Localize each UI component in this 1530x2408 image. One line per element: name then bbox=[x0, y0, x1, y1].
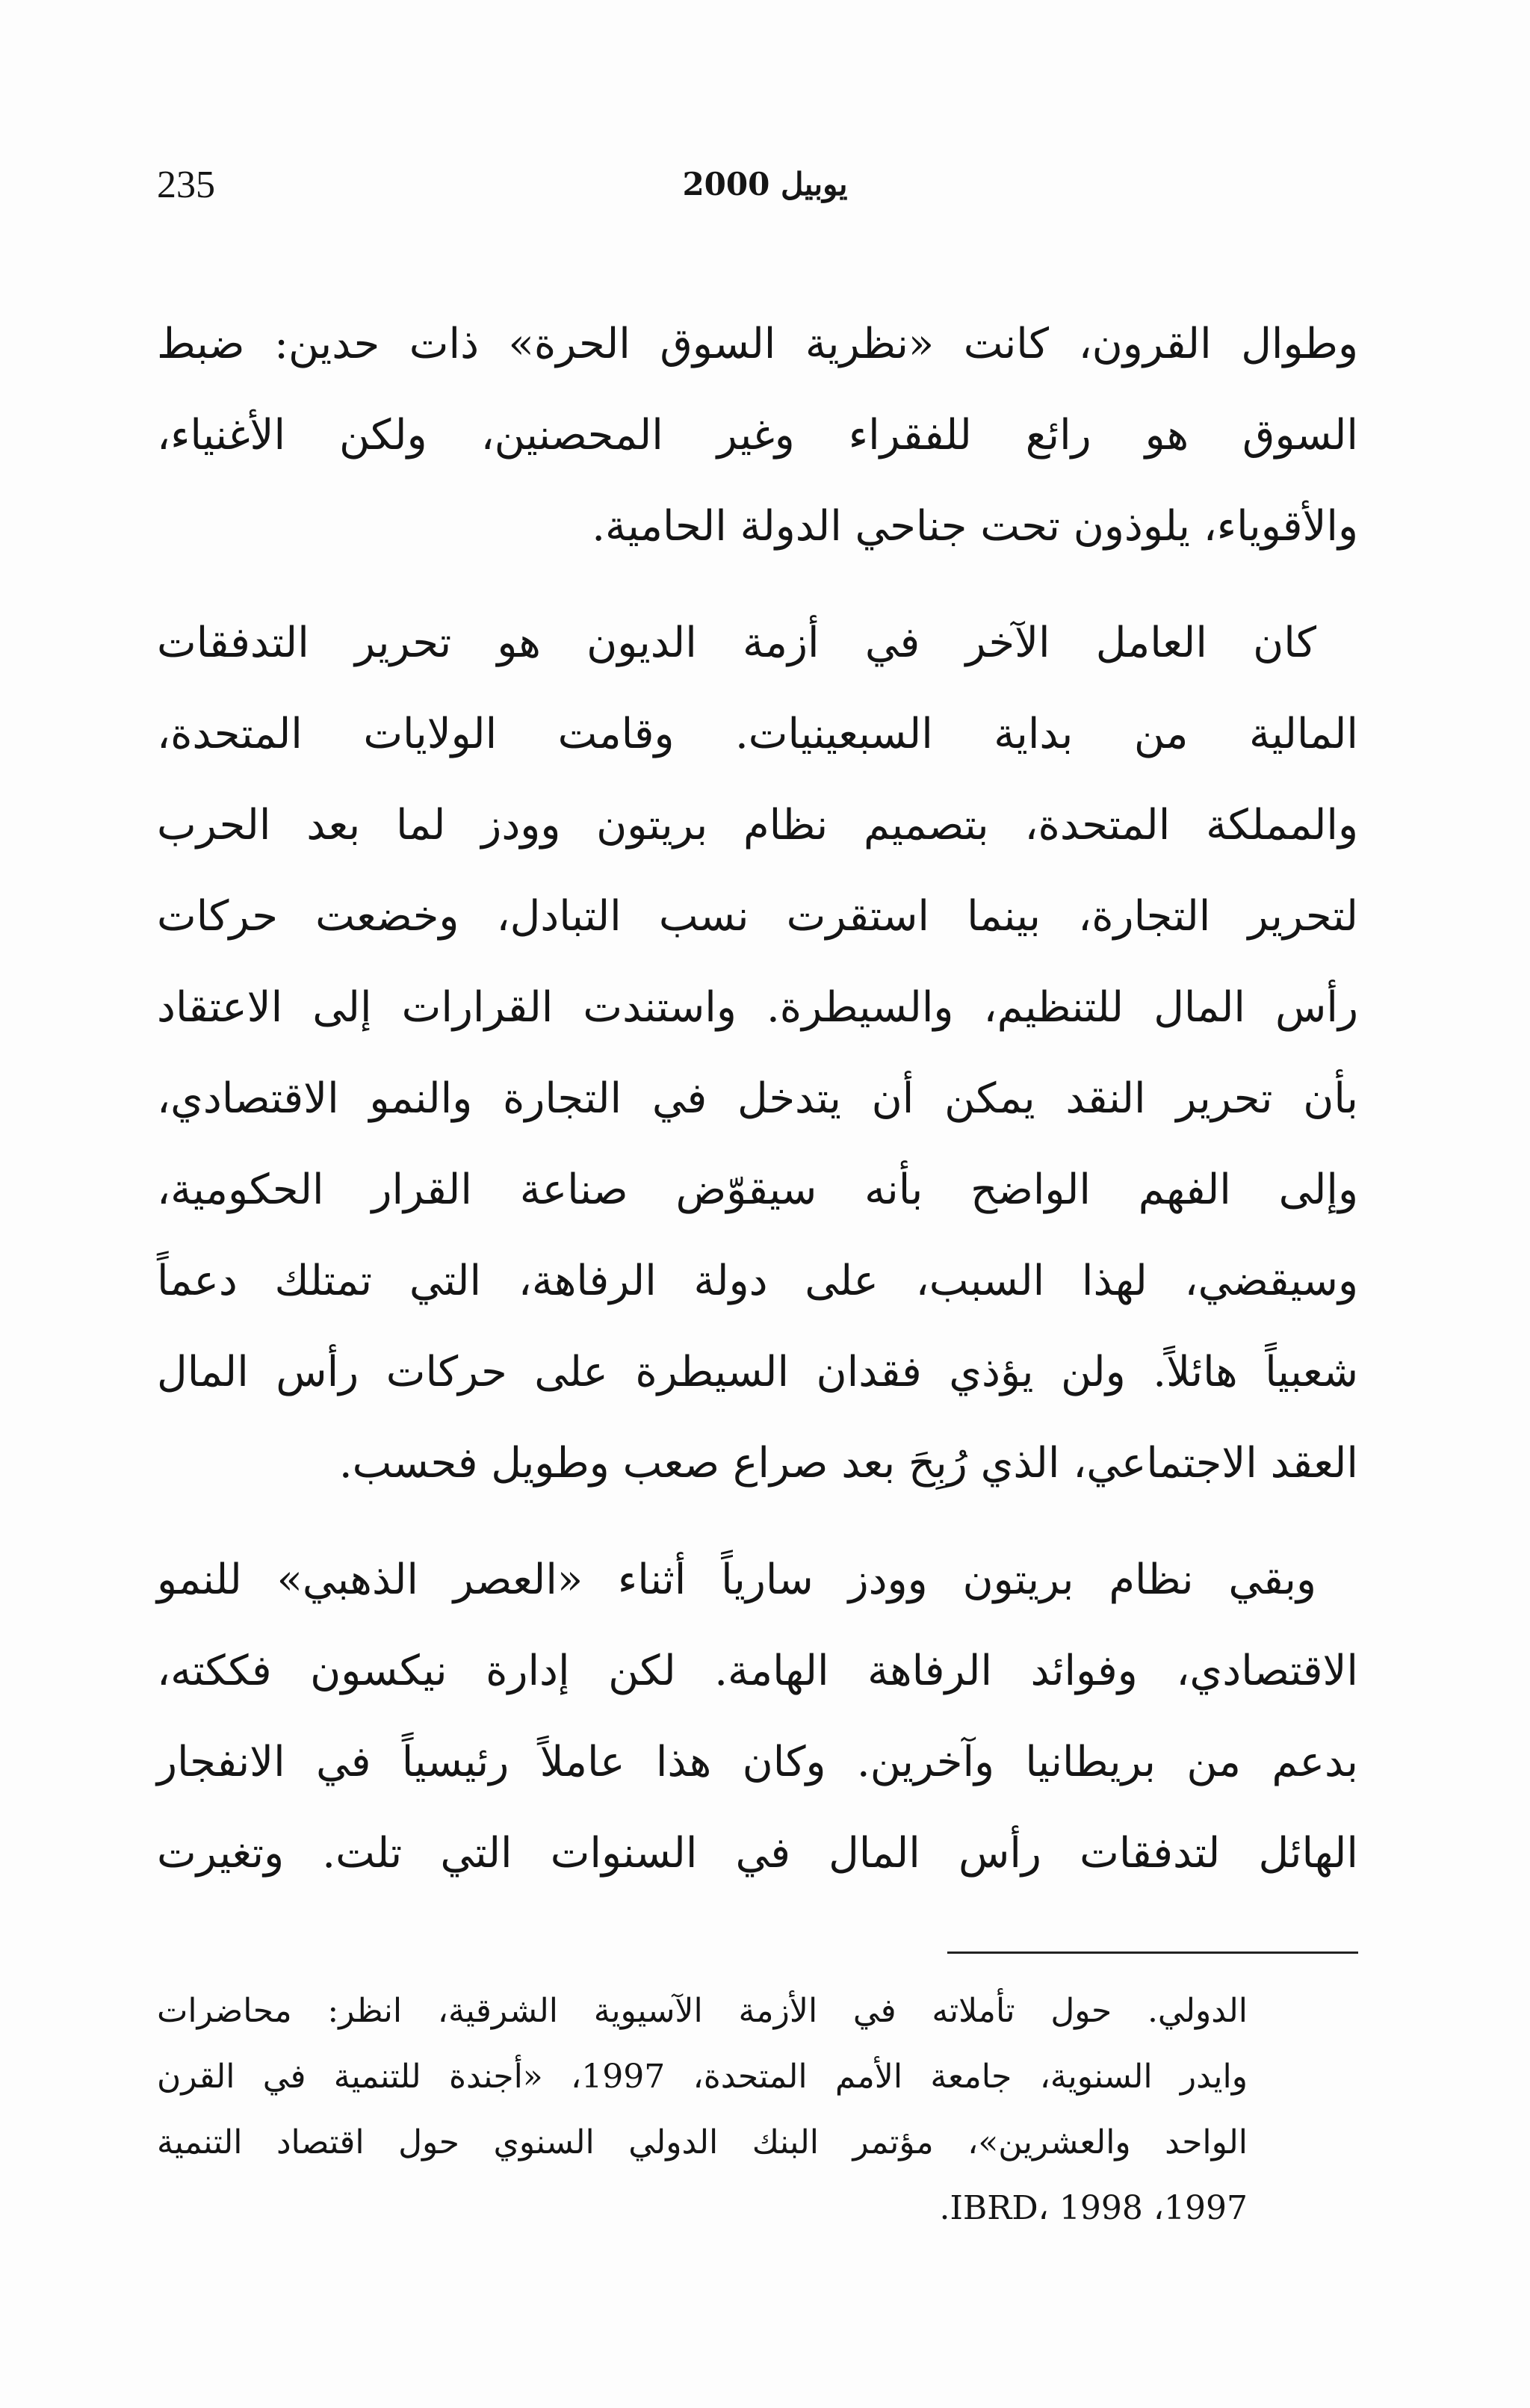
text-line: وإلى الفهم الواضح بأنه سيقوّض صناعة القرار الحكومية، bbox=[157, 1166, 1358, 1214]
page-number: 235 bbox=[157, 164, 215, 206]
text-line: كان العامل الآخر في أزمة الديون هو تحرير التدفقات bbox=[157, 619, 1316, 667]
footnote-line: وايدر السنوية، جامعة الأمم المتحدة، 1997، «أجندة للتنمية في القرن bbox=[157, 2058, 1248, 2096]
text-line: وبقي نظام بريتون وودز سارياً أثناء «العصر الذهبي» للنمو bbox=[157, 1556, 1316, 1604]
body-text bbox=[157, 299, 1358, 1925]
text-line: والأقوياء، يلوذون تحت جناحي الدولة الحامية. bbox=[592, 502, 1358, 551]
footnote-line: الدولي. حول تأملاته في الأزمة الآسيوية الشرقية، انظر: محاضرات bbox=[157, 1992, 1248, 2030]
text-line: والمملكة المتحدة، بتصميم نظام بريتون وودز لما بعد الحرب bbox=[157, 801, 1358, 849]
text-line: بدعم من بريطانيا وآخرين. وكان هذا عاملاً رئيسياً في الانفجار bbox=[157, 1738, 1358, 1786]
text-line: رأس المال للتنظيم، والسيطرة. واستندت القرارات إلى الاعتقاد bbox=[157, 983, 1358, 1032]
text-line: العقد الاجتماعي، الذي رُبِحَ بعد صراع صعب وطويل فحسب. bbox=[338, 1439, 1358, 1488]
running-head: يوبيل 2000 bbox=[682, 166, 848, 202]
text-line: بأن تحرير النقد يمكن أن يتدخل في التجارة والنمو الاقتصادي، bbox=[157, 1074, 1358, 1123]
text-line: وطوال القرون، كانت «نظرية السوق الحرة» ذات حدين: ضبط bbox=[157, 320, 1358, 368]
footnote bbox=[157, 1978, 1248, 2241]
text-line: لتحرير التجارة، بينما استقرت نسب التبادل، وخضعت حركات bbox=[157, 892, 1358, 941]
text-line: الهائل لتدفقات رأس المال في السنوات التي تلت. وتغيرت bbox=[157, 1829, 1358, 1878]
text-line: السوق هو رائع للفقراء وغير المحصنين، ولكن الأغنياء، bbox=[157, 411, 1358, 459]
paragraph-3 bbox=[157, 1535, 1358, 1899]
text-line: المالية من بداية السبعينيات. وقامت الولايات المتحدة، bbox=[157, 710, 1358, 758]
footnote-line: 1997، IBRD، 1998. bbox=[939, 2189, 1248, 2227]
footnote-separator bbox=[947, 1952, 1358, 1954]
text-line: شعبياً هائلاً. ولن يؤذي فقدان السيطرة على حركات رأس المال bbox=[157, 1348, 1358, 1396]
paragraph-1 bbox=[157, 299, 1358, 572]
footnote-line: الواحد والعشرين»، مؤتمر البنك الدولي السنوي حول اقتصاد التنمية bbox=[157, 2123, 1248, 2161]
paragraph-2 bbox=[157, 598, 1358, 1509]
text-line: وسيقضي، لهذا السبب، على دولة الرفاهة، التي تمتلك دعماً bbox=[157, 1257, 1358, 1305]
text-line: الاقتصادي، وفوائد الرفاهة الهامة. لكن إدارة نيكسون فككته، bbox=[157, 1647, 1358, 1695]
